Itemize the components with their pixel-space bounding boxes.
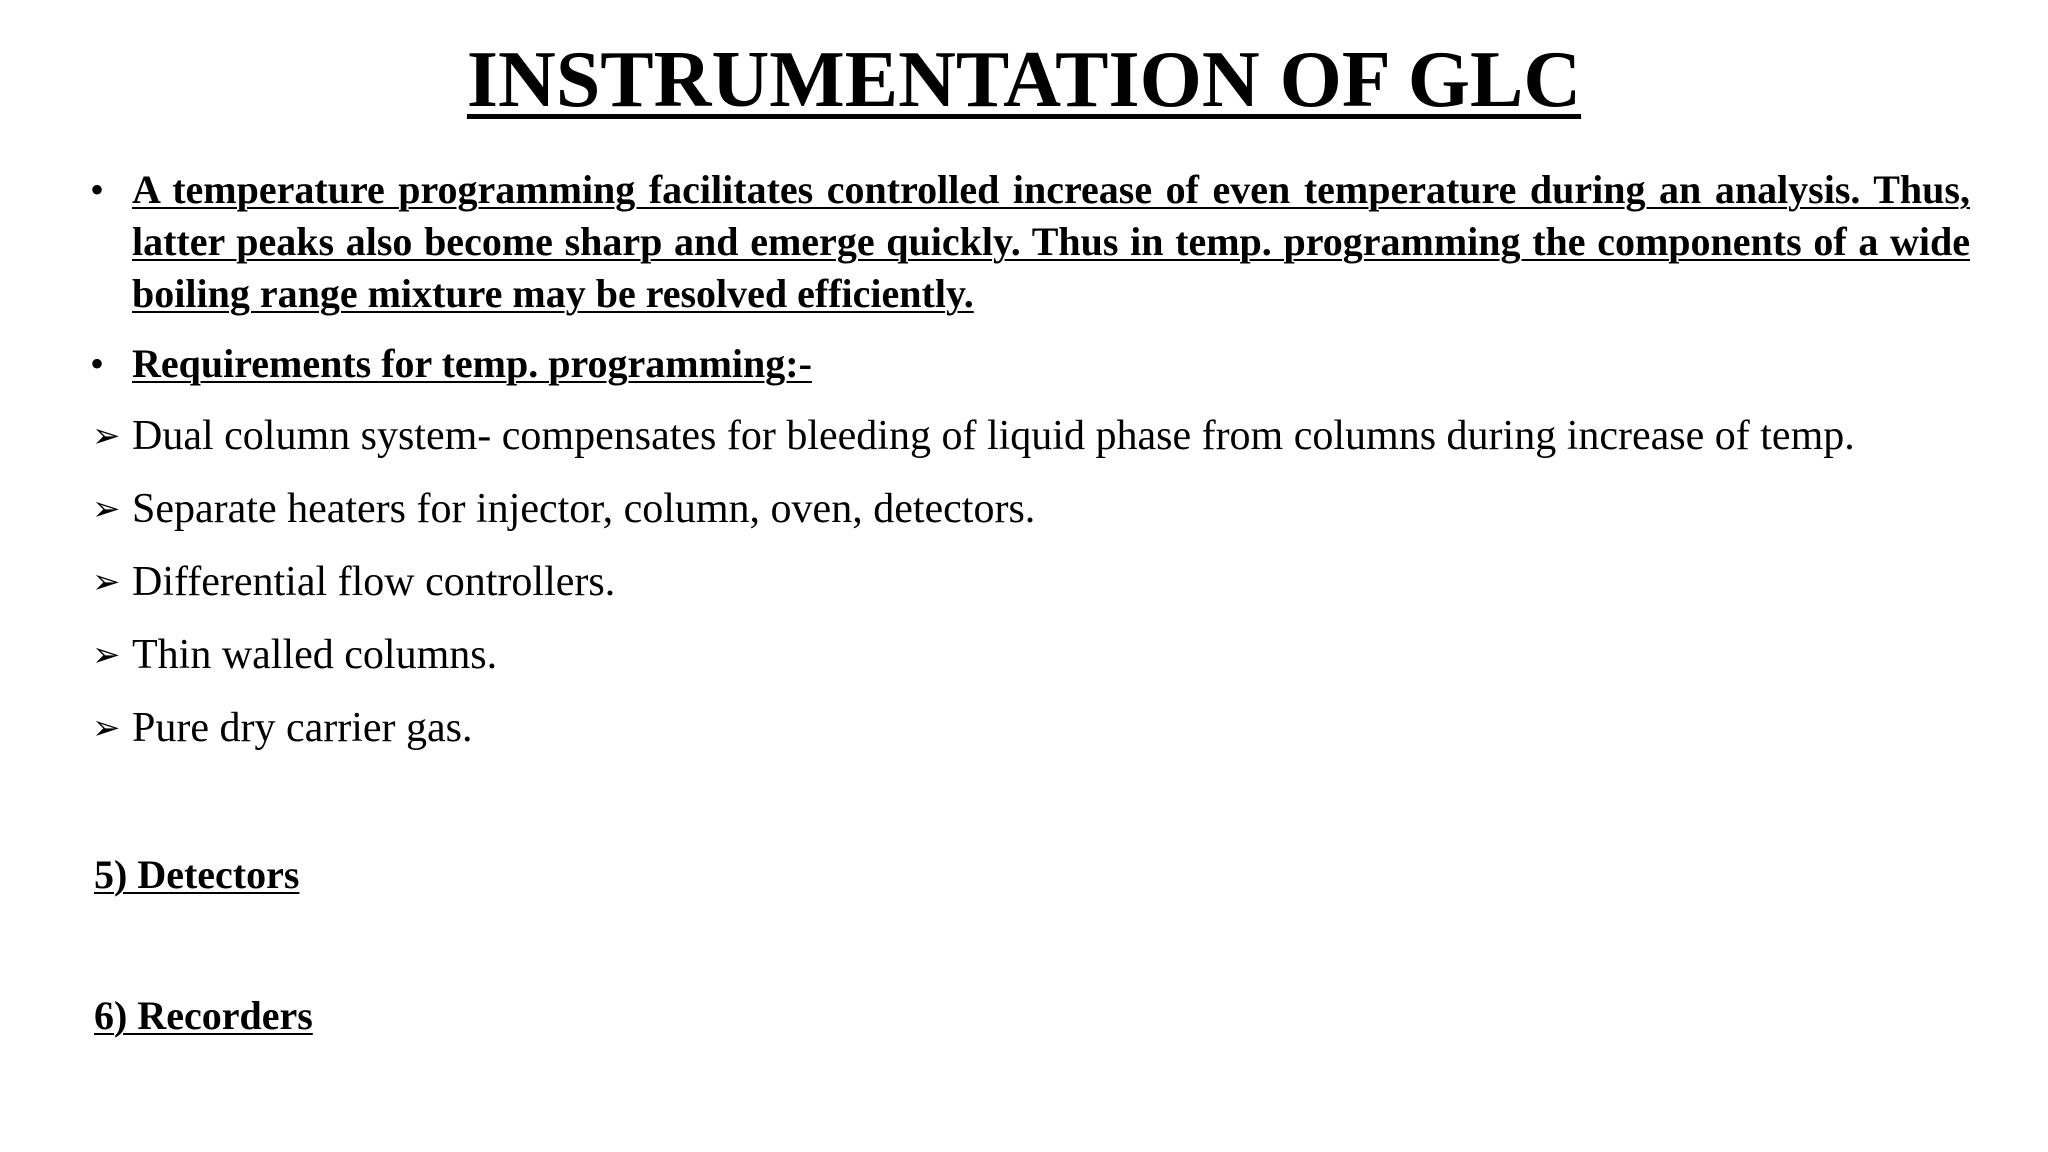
bullet-text: A temperature programming facilitates controlled increase of even temperature during an analysis. Thus, latter peaks also become sharp and emerge quickly. Thus in temp. programming the components of a wide boiling range mixture may be resolved efficiently. (132, 167, 1970, 316)
requirement-text: Differential flow controllers. (132, 559, 616, 605)
arrow-bullet-icon: ➢ (92, 635, 121, 675)
section-heading-recorders: 6) Recorders (94, 993, 313, 1038)
arrow-bullet-icon: ➢ (92, 708, 121, 748)
requirement-item (92, 702, 1992, 754)
arrow-bullet-icon: ➢ (92, 489, 121, 529)
requirement-text: Dual column system- compensates for bleeding of liquid phase from columns during increase of temp. (132, 413, 1855, 459)
bullet-item (90, 164, 1970, 320)
bullet-marker: • (90, 341, 105, 386)
requirement-item (92, 410, 1992, 462)
requirement-item (92, 483, 1992, 535)
arrow-bullet-icon: ➢ (92, 562, 121, 602)
requirement-text: Thin walled columns. (132, 632, 498, 678)
bullet-marker: • (90, 167, 105, 212)
requirement-text: Pure dry carrier gas. (132, 705, 473, 751)
bullet-text: Requirements for temp. programming:- (132, 341, 812, 386)
requirement-text: Separate heaters for injector, column, oven, detectors. (132, 486, 1036, 532)
requirement-item (92, 629, 1992, 681)
slide-title: INSTRUMENTATION OF GLC (466, 36, 1582, 124)
arrow-bullet-icon: ➢ (92, 416, 121, 456)
requirement-item (92, 556, 1992, 608)
section-heading-detectors: 5) Detectors (94, 852, 300, 897)
bullet-item (90, 338, 1970, 390)
